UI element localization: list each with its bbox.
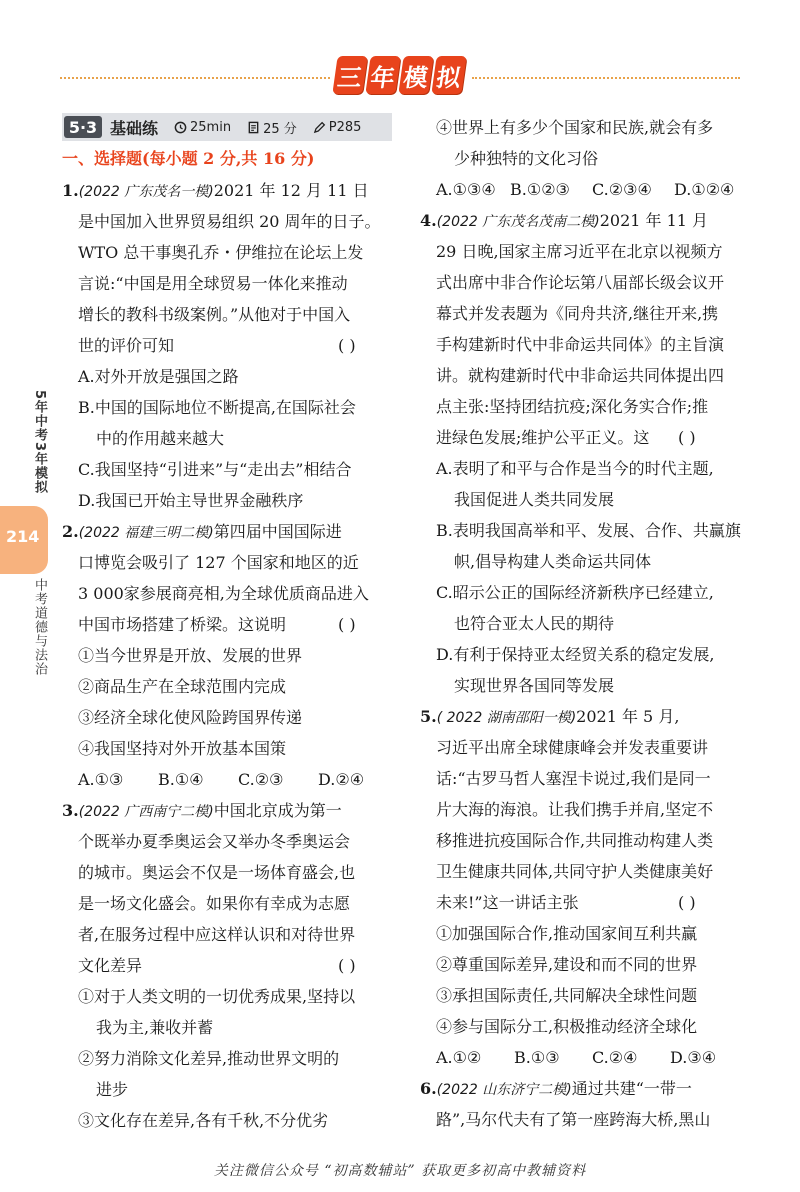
statement-item-continued: 我为主,兼收并蓄 [96,1018,214,1037]
answer-blank[interactable]: ( ) [678,428,696,447]
option-c: C.昭示公正的国际经济新秩序已经建立, [436,583,714,602]
question-number: 6. [420,1079,437,1098]
option-b-continued: 帜,倡导构建人类命运共同体 [454,552,652,571]
option-d-continued: 实现世界各国同等发展 [454,676,615,695]
option-b: B.①③ [514,1048,560,1067]
question-1-first-line [62,179,369,204]
answer-blank[interactable]: ( ) [338,615,356,634]
question-source: (2022 广东茂名一模) [78,184,214,200]
question-text: 的城市。奥运会不仅是一场体育盛会,也 [78,863,356,882]
question-2-first-line [62,520,342,545]
question-text: 是一场文化盛会。如果你有幸成为志愿 [78,894,351,913]
footer-note: 关注微信公众号 “初高数辅站” 获取更多初高中教辅资料 [213,1163,587,1179]
option-c: C.②④ [592,1048,638,1067]
option-d: D.我国已开始主导世界金融秩序 [78,491,304,510]
time-value: 25min [190,119,232,135]
question-text: 增长的教科书级案例。”从他对于中国入 [78,305,351,324]
question-text: 路”,马尔代夫有了第一座跨海大桥,黑山 [436,1110,711,1129]
option-c-continued: 也符合亚太人民的期待 [454,614,615,633]
score-meta [247,118,297,137]
statement-item: ④我国坚持对外开放基本国策 [78,739,287,758]
question-number: 2. [62,522,79,541]
statement-item: ④世界上有多少个国家和民族,就会有多 [436,118,714,137]
options-row [78,768,364,792]
series-name: 5年中考3年模拟 [32,390,47,495]
statement-item-continued: 进步 [96,1080,129,1099]
question-number: 5. [420,707,437,726]
question-text: 第四届中国国际进 [213,522,342,541]
statement-item: ③承担国际责任,共同解决全球性问题 [436,986,698,1005]
question-text: 讲。就构建新时代中非命运共同体提出四 [436,366,725,385]
banner-char: 模 [398,56,433,94]
option-a: A.①③ [78,770,124,789]
question-text: 幕式并发表题为《同舟共济,继往开来,携 [436,304,719,323]
question-text: 式出席中非合作论坛第八届部长级会议开 [436,273,725,292]
question-text: 世的评价可知 [78,336,175,355]
pen-icon [313,121,326,134]
question-3-first-line [62,799,342,824]
option-c: C.我国坚持“引进来”与“走出去”相结合 [78,460,352,479]
clock-icon [174,121,187,134]
options-row [436,178,734,202]
answer-ref-meta [313,120,362,135]
question-text: 2021 年 11 月 [599,211,709,230]
series-logo: 5·3 [64,116,102,138]
time-meta [174,120,231,135]
question-text: 口博览会吸引了 127 个国家和地区的近 [78,553,359,572]
page-number: 214 [6,527,40,546]
statement-item: ①对于人类文明的一切优秀成果,坚持以 [78,987,356,1006]
banner-char: 拟 [431,56,466,94]
question-text: 习近平出席全球健康峰会并发表重要讲 [436,738,709,757]
statement-item: ①当今世界是开放、发展的世界 [78,646,303,665]
question-text: WTO 总干事奥孔乔・伊维拉在论坛上发 [78,243,364,262]
document-icon [247,121,260,134]
answer-blank[interactable]: ( ) [338,336,356,355]
statement-item: ②努力消除文化差异,推动世界文明的 [78,1049,340,1068]
statement-item: ④参与国际分工,积极推动经济全球化 [436,1017,698,1036]
answer-page-ref: P285 [328,119,362,135]
option-b: B.中国的国际地位不断提高,在国际社会 [78,398,356,417]
option-a: A.①② [436,1048,482,1067]
subject-name: 中考道德与法治 [32,578,47,676]
option-c: C.②③ [238,770,284,789]
question-number: 4. [420,211,437,230]
statement-item: ②尊重国际差异,建设和而不同的世界 [436,955,698,974]
question-text: 是中国加入世界贸易组织 20 周年的日子。 [78,212,381,231]
option-b: B.①②③ [510,180,570,199]
banner-char: 三 [332,56,367,94]
option-b: B.①④ [158,770,204,789]
question-text: 者,在服务过程中应这样认识和对待世界 [78,925,356,944]
question-text: 中国北京成为第一 [213,801,342,820]
option-b: B.表明我国高举和平、发展、合作、共赢旗 [436,521,741,540]
statement-item-continued: 少种独特的文化习俗 [454,149,599,168]
question-6-first-line [420,1077,692,1102]
option-a: A.对外开放是强国之路 [78,367,239,386]
statement-item: ①加强国际合作,推动国家间互利共赢 [436,924,698,943]
question-4-first-line [420,209,708,234]
question-source: (2022 山东济宁二模) [436,1082,572,1098]
statement-item: ③文化存在差异,各有千秋,不分优劣 [78,1111,329,1130]
question-text: 片大海的海浪。让我们携手并肩,坚定不 [436,800,714,819]
question-source: (2022 福建三明二模) [78,525,214,541]
option-c: C.②③④ [592,180,652,199]
options-row [436,1046,716,1070]
question-text: 3 000家参展商亮相,为全球优质商品进入 [78,584,369,603]
question-text: 2021 年 5 月, [576,707,680,726]
question-text: 卫生健康共同体,共同守护人类健康美好 [436,862,714,881]
option-d: D.②④ [318,770,365,789]
question-number: 1. [62,181,79,200]
option-d: D.③④ [670,1048,717,1067]
option-d: D.有利于保持亚太经贸关系的稳定发展, [436,645,715,664]
question-source: (2022 广东茂名茂南二模) [436,214,600,230]
question-text: 中国市场搭建了桥梁。这说明 [78,615,287,634]
question-5-first-line [420,705,679,730]
question-text: 2021 年 12 月 11 日 [213,181,369,200]
question-text: 通过共建“一带一 [571,1079,692,1098]
option-b-continued: 中的作用越来越大 [96,429,225,448]
question-text: 个既举办夏季奥运会又举办冬季奥运会 [78,832,351,851]
section-subtitle: 一、选择题(每小题 2 分,共 16 分) [62,149,315,168]
statement-item: ③经济全球化使风险跨国界传递 [78,708,303,727]
option-a-continued: 我国促进人类共同发展 [454,490,615,509]
option-a: A.①③④ [436,180,496,199]
banner-char: 年 [365,56,400,94]
option-d: D.①②④ [674,180,735,199]
banner-divider-right [472,77,740,79]
answer-blank[interactable]: ( ) [338,956,356,975]
question-text: 言说:“中国是用全球贸易一体化来推动 [78,274,348,293]
answer-blank[interactable]: ( ) [678,893,696,912]
score-value: 25 分 [263,121,297,137]
banner-title [335,56,464,94]
question-number: 3. [62,801,79,820]
question-text: 未来!”这一讲话主张 [436,893,579,912]
question-text: 29 日晚,国家主席习近平在北京以视频方 [436,242,723,261]
question-text: 话:“古罗马哲人塞涅卡说过,我们是同一 [436,769,711,788]
question-text: 移推进抗疫国际合作,共同推动构建人类 [436,831,714,850]
question-text: 进绿色发展;维护公平正义。这 [436,428,650,447]
banner-divider-left [60,77,330,79]
question-source: ( 2022 湖南邵阳一模) [436,710,577,726]
statement-item: ②商品生产在全球范围内完成 [78,677,287,696]
question-text: 手构建新时代中非命运共同体》的主旨演 [436,335,725,354]
option-a: A.表明了和平与合作是当今的时代主题, [436,459,714,478]
section-header [62,113,392,141]
question-source: (2022 广西南宁二模) [78,804,214,820]
section-title: 基础练 [110,118,159,138]
question-text: 文化差异 [78,956,143,975]
question-text: 点主张:坚持团结抗疫;深化务实合作;推 [436,397,709,416]
